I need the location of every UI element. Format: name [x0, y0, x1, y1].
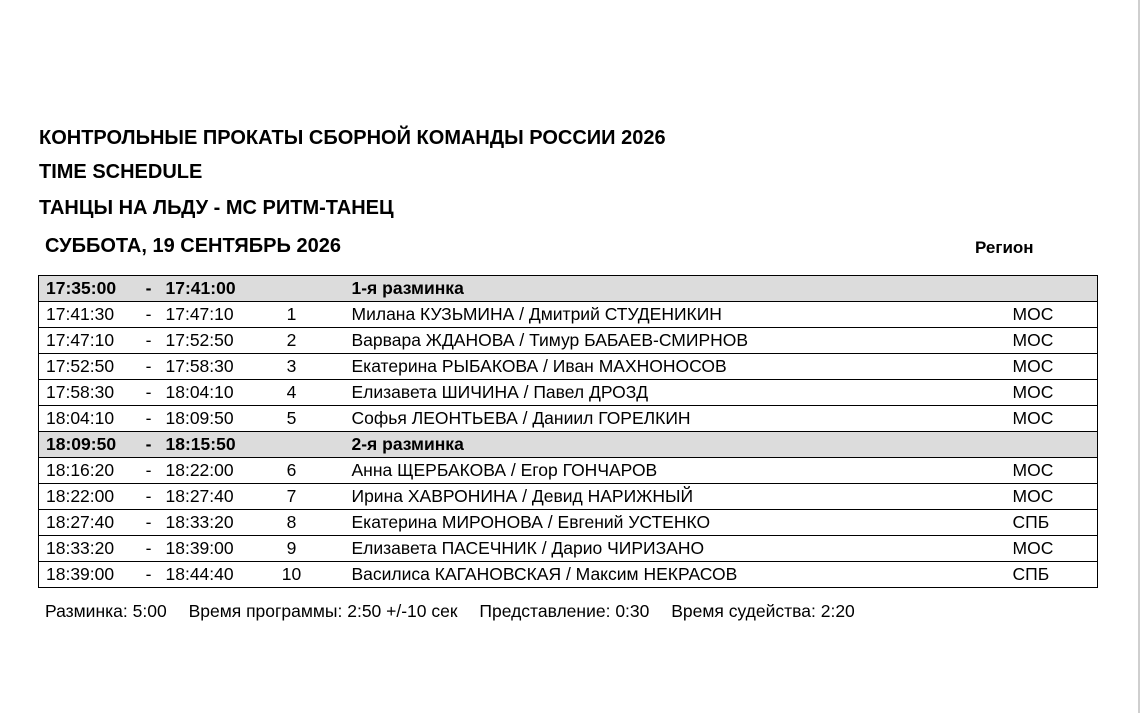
end-time-cell: 18:27:40 [166, 484, 261, 510]
time-separator-cell: - [132, 406, 166, 432]
start-number-cell: 9 [261, 536, 323, 562]
schedule-footer [45, 600, 872, 622]
pair-name-cell: Милана КУЗЬМИНА / Дмитрий СТУДЕНИКИН [323, 302, 1013, 328]
start-time-cell: 17:41:30 [39, 302, 132, 328]
discipline-title: ТАНЦЫ НА ЛЬДУ - МС РИТМ-ТАНЕЦ [39, 197, 394, 219]
start-time-cell: 18:22:00 [39, 484, 132, 510]
footer-presentation-duration: Представление: 0:30 [479, 601, 650, 621]
region-cell: МОС [1013, 328, 1098, 354]
table-row [39, 302, 1098, 328]
end-time-cell: 17:41:00 [166, 276, 261, 302]
end-time-cell: 17:58:30 [166, 354, 261, 380]
end-time-cell: 18:39:00 [166, 536, 261, 562]
table-row [39, 354, 1098, 380]
start-number-cell: 7 [261, 484, 323, 510]
region-cell: МОС [1013, 484, 1098, 510]
start-time-cell: 17:47:10 [39, 328, 132, 354]
pair-name-cell: Анна ЩЕРБАКОВА / Егор ГОНЧАРОВ [323, 458, 1013, 484]
start-number-cell: 5 [261, 406, 323, 432]
warmup-row [39, 432, 1098, 458]
region-cell: МОС [1013, 302, 1098, 328]
table-row [39, 510, 1098, 536]
pair-name-cell: Елизавета ШИЧИНА / Павел ДРОЗД [323, 380, 1013, 406]
schedule-date: СУББОТА, 19 СЕНТЯБРЬ 2026 [45, 235, 341, 257]
end-time-cell: 18:44:40 [166, 562, 261, 588]
time-separator-cell: - [132, 510, 166, 536]
warmup-label-cell: 2-я разминка [323, 432, 1013, 458]
footer-warmup-duration: Разминка: 5:00 [45, 601, 167, 621]
table-row [39, 484, 1098, 510]
time-separator-cell: - [132, 458, 166, 484]
start-time-cell: 18:16:20 [39, 458, 132, 484]
end-time-cell: 18:04:10 [166, 380, 261, 406]
time-separator-cell: - [132, 484, 166, 510]
end-time-cell: 18:33:20 [166, 510, 261, 536]
region-cell: МОС [1013, 380, 1098, 406]
region-cell: СПБ [1013, 510, 1098, 536]
table-row [39, 328, 1098, 354]
start-time-cell: 17:52:50 [39, 354, 132, 380]
start-number-cell: 4 [261, 380, 323, 406]
start-time-cell: 18:09:50 [39, 432, 132, 458]
warmup-label-cell: 1-я разминка [323, 276, 1013, 302]
start-number-cell [261, 432, 323, 458]
start-time-cell: 17:58:30 [39, 380, 132, 406]
start-number-cell: 8 [261, 510, 323, 536]
end-time-cell: 18:09:50 [166, 406, 261, 432]
table-row [39, 536, 1098, 562]
table-row [39, 458, 1098, 484]
time-separator-cell: - [132, 328, 166, 354]
end-time-cell: 18:15:50 [166, 432, 261, 458]
start-number-cell [261, 276, 323, 302]
time-separator-cell: - [132, 276, 166, 302]
end-time-cell: 18:22:00 [166, 458, 261, 484]
footer-program-duration: Время программы: 2:50 +/-10 сек [188, 601, 458, 621]
region-cell: МОС [1013, 458, 1098, 484]
start-time-cell: 18:39:00 [39, 562, 132, 588]
pair-name-cell: Елизавета ПАСЕЧНИК / Дарио ЧИРИЗАНО [323, 536, 1013, 562]
time-separator-cell: - [132, 432, 166, 458]
schedule-table [38, 275, 1098, 588]
footer-judging-duration: Время судейства: 2:20 [671, 601, 855, 621]
region-cell [1013, 276, 1098, 302]
region-cell: МОС [1013, 354, 1098, 380]
pair-name-cell: Екатерина МИРОНОВА / Евгений УСТЕНКО [323, 510, 1013, 536]
region-cell: МОС [1013, 536, 1098, 562]
start-number-cell: 1 [261, 302, 323, 328]
time-separator-cell: - [132, 302, 166, 328]
region-cell [1013, 432, 1098, 458]
end-time-cell: 17:47:10 [166, 302, 261, 328]
start-number-cell: 10 [261, 562, 323, 588]
time-separator-cell: - [132, 354, 166, 380]
time-separator-cell: - [132, 380, 166, 406]
time-separator-cell: - [132, 562, 166, 588]
end-time-cell: 17:52:50 [166, 328, 261, 354]
pair-name-cell: Софья ЛЕОНТЬЕВА / Даниил ГОРЕЛКИН [323, 406, 1013, 432]
start-time-cell: 18:33:20 [39, 536, 132, 562]
start-time-cell: 18:27:40 [39, 510, 132, 536]
pair-name-cell: Екатерина РЫБАКОВА / Иван МАХНОНОСОВ [323, 354, 1013, 380]
start-time-cell: 18:04:10 [39, 406, 132, 432]
start-time-cell: 17:35:00 [39, 276, 132, 302]
start-number-cell: 2 [261, 328, 323, 354]
region-cell: СПБ [1013, 562, 1098, 588]
pair-name-cell: Варвара ЖДАНОВА / Тимур БАБАЕВ-СМИРНОВ [323, 328, 1013, 354]
table-row [39, 562, 1098, 588]
start-number-cell: 6 [261, 458, 323, 484]
pair-name-cell: Василиса КАГАНОВСКАЯ / Максим НЕКРАСОВ [323, 562, 1013, 588]
start-number-cell: 3 [261, 354, 323, 380]
pair-name-cell: Ирина ХАВРОНИНА / Девид НАРИЖНЫЙ [323, 484, 1013, 510]
table-row [39, 380, 1098, 406]
time-separator-cell: - [132, 536, 166, 562]
document-subtitle: TIME SCHEDULE [39, 161, 203, 183]
region-header: Регион [975, 238, 1034, 257]
warmup-row [39, 276, 1098, 302]
document-title: КОНТРОЛЬНЫЕ ПРОКАТЫ СБОРНОЙ КОМАНДЫ РОССИИ 2026 [39, 127, 666, 149]
table-row [39, 406, 1098, 432]
region-cell: МОС [1013, 406, 1098, 432]
